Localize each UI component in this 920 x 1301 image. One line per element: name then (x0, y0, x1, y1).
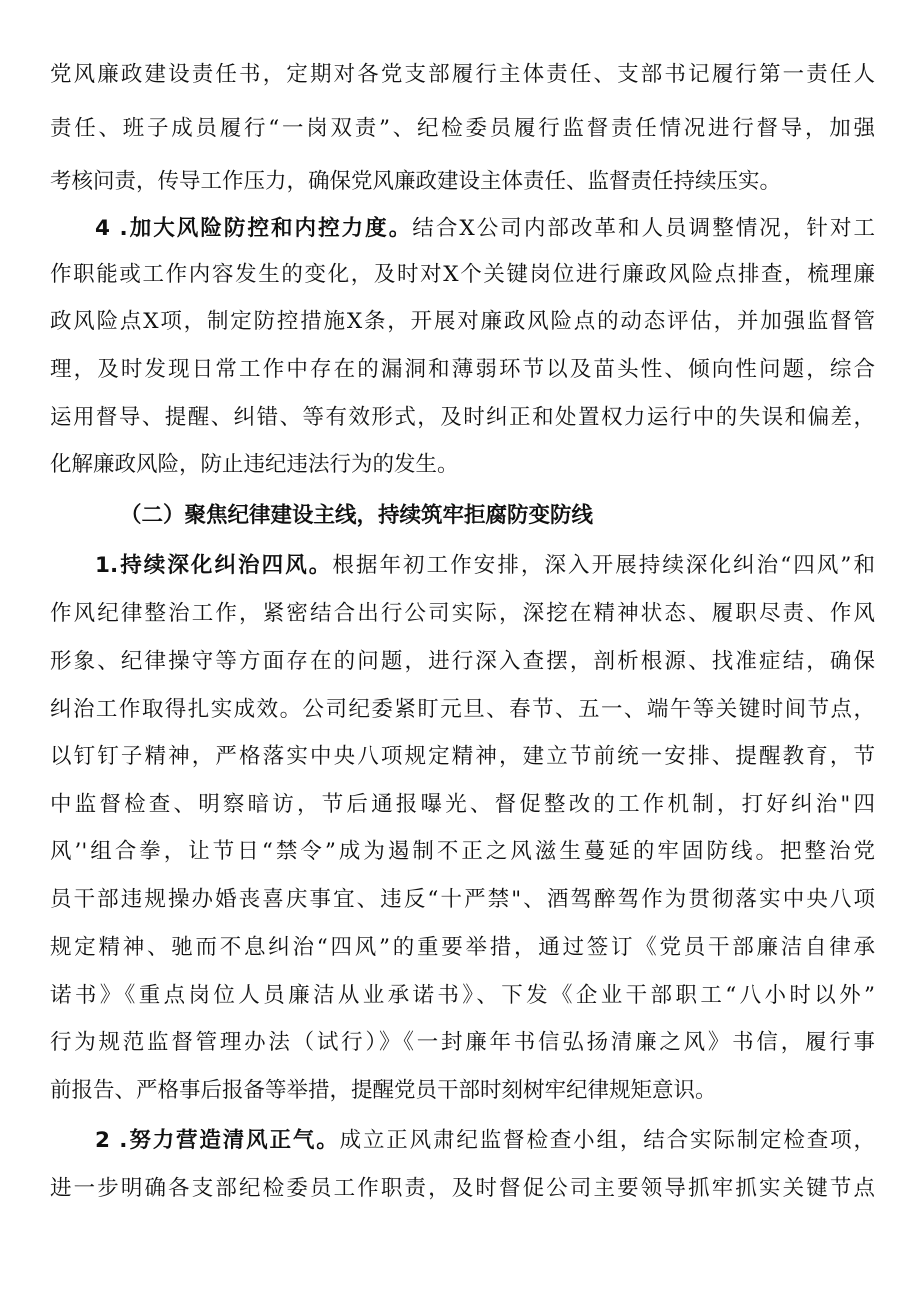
text-line: 风’'组合拳，让节日“禁令”成为遏制不正之风滋生蔓延的牢固防线。把整治党 (50, 839, 875, 864)
text-line: 规定精神、驰而不息纠治“四风”的重要举措，通过签订《党员干部廉洁自律承 (50, 935, 875, 960)
text-line: 形象、纪律操守等方面存在的问题，进行深入查摆，剖析根源、找准症结，确保 (50, 649, 875, 674)
section-heading: （二）聚焦纪律建设主线，持续筑牢拒腐防变防线 (120, 503, 594, 528)
text-line: 政风险点X项，制定防控措施X条，开展对廉政风险点的动态评估，并加强监督管 (50, 309, 875, 334)
text-line: 以钉钉子精神，严格落实中央八项规定精神，建立节前统一安排、提醒教育，节 (50, 744, 875, 769)
text-line: 化解廉政风险，防止违纪违法行为的发生。 (50, 452, 459, 477)
text-line: 中监督检查、明察暗访，节后通报曝光、督促整改的工作机制，打好纠治"四 (50, 792, 875, 817)
text-line: 行为规范监督管理办法（试行）》《一封廉年书信弘扬清廉之风》书信，履行事 (50, 1030, 875, 1055)
text-line: 党风廉政建设责任书，定期对各党支部履行主体责任、支部书记履行第一责任人 (50, 62, 875, 87)
text-line: 责任、班子成员履行“一岗双责”、纪检委员履行监督责任情况进行督导，加强 (50, 116, 875, 141)
paragraph-first-line (95, 546, 875, 586)
text-line: 诺书》《重点岗位人员廉洁从业承诺书》、下发《企业干部职工“八小时以外” (50, 983, 875, 1008)
paragraph-title: 1.持续深化纠治四风。 (95, 553, 333, 578)
text-line: 员干部违规操办婚丧喜庆事宜、违反“十严禁"、酒驾醉驾作为贯彻落实中央八项 (50, 887, 875, 912)
text-line: 进一步明确各支部纪检委员工作职责，及时督促公司主要领导抓牢抓实关键节点 (50, 1176, 875, 1201)
paragraph-first-line (95, 1121, 875, 1161)
text-line: 作风纪律整治工作，紧密结合出行公司实际，深挖在精神状态、履职尽责、作风 (50, 601, 875, 626)
text-line: 理，及时发现日常工作中存在的漏洞和薄弱环节以及苗头性、倾向性问题，综合 (50, 357, 875, 382)
paragraph-title: 2 .努力营造清风正气。 (95, 1128, 340, 1153)
paragraph-first-line (95, 209, 875, 249)
text-line: 前报告、严格事后报备等举措，提醒党员干部时刻树牢纪律规矩意识。 (50, 1078, 717, 1103)
text-run: 成立正风肃纪监督检查小组，结合实际制定检查项， (339, 1128, 875, 1153)
text-line: 作职能或工作内容发生的变化，及时对X个关键岗位进行廉政风险点排查，梳理廉 (50, 262, 875, 287)
text-line: 纠治工作取得扎实成效。公司纪委紧盯元旦、春节、五一、端午等关键时间节点， (50, 697, 875, 722)
paragraph-title: 4 .加大风险防控和内控力度。 (95, 216, 413, 241)
text-run: 根据年初工作安排，深入开展持续深化纠治“四风”和 (332, 553, 875, 578)
text-line: 考核问责，传导工作压力，确保党风廉政建设主体责任、监督责任持续压实。 (50, 169, 782, 194)
text-line: 运用督导、提醒、纠错、等有效形式，及时纠正和处置权力运行中的失误和偏差， (50, 405, 875, 430)
text-run: 结合X公司内部改革和人员调整情况，针对工 (412, 216, 875, 241)
